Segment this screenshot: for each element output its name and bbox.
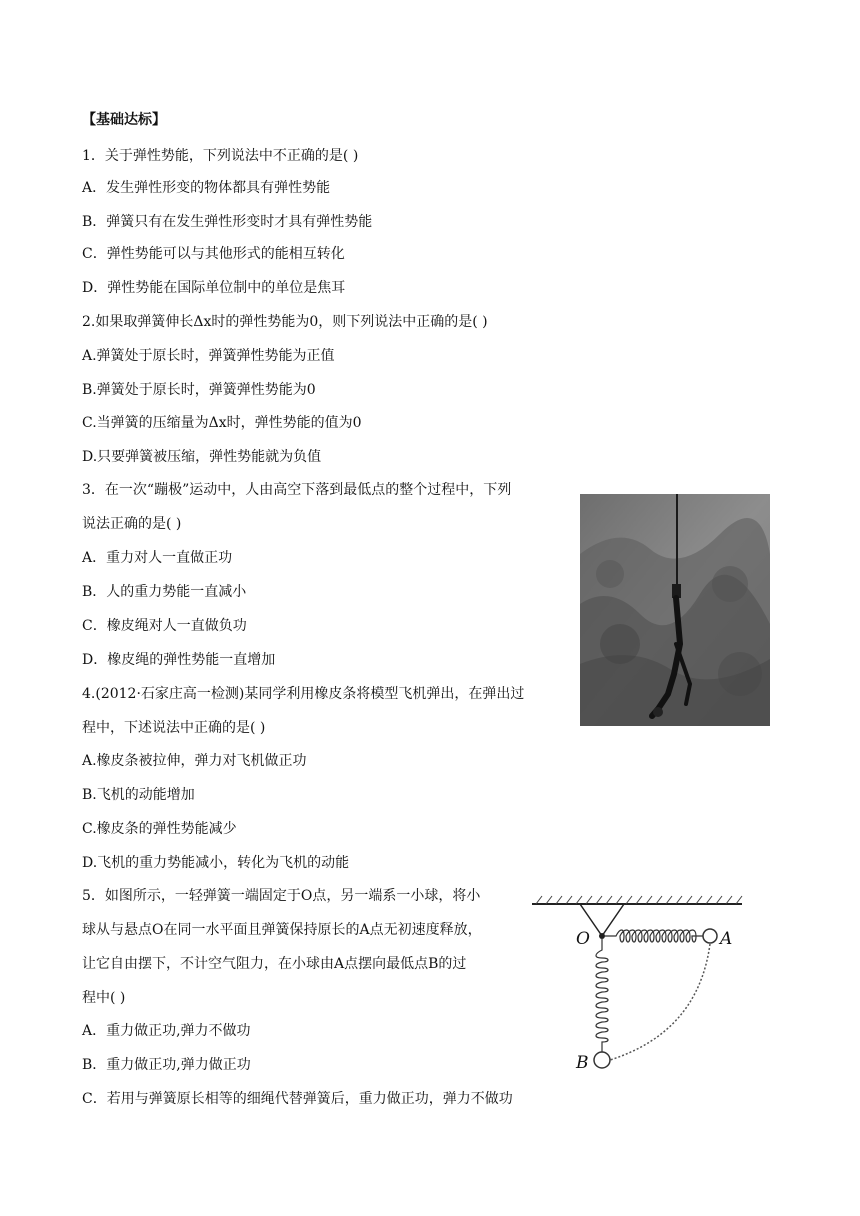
q5-stem-line-4: 程中( ) <box>82 990 126 1006</box>
q2-option-c: C.当弹簧的压缩量为Δx时，弹性势能的值为0 <box>82 415 362 431</box>
label-a: A <box>720 929 733 949</box>
q2-stem-line-1: 2.如果取弹簧伸长Δx时的弹性势能为0，则下列说法中正确的是( ) <box>82 314 488 330</box>
q4-option-b: B.飞机的动能增加 <box>82 787 195 803</box>
q3-stem-line-1: 3．在一次“蹦极”运动中，人由高空下落到最低点的整个过程中，下列 <box>82 482 512 498</box>
q5-option-c: C．若用与弹簧原长相等的细绳代替弹簧后，重力做正功，弹力不做功 <box>82 1091 513 1107</box>
q3-option-c: C．橡皮绳对人一直做负功 <box>82 618 247 634</box>
q2-option-b: B.弹簧处于原长时，弹簧弹性势能为0 <box>82 382 316 398</box>
q1-option-d: D．弹性势能在国际单位制中的单位是焦耳 <box>82 280 346 296</box>
q4-stem-line-1: 4.(2012·石家庄高一检测)某同学利用橡皮条将模型飞机弹出，在弹出过 <box>82 686 525 702</box>
label-o: O <box>576 929 590 949</box>
label-b: B <box>576 1053 589 1073</box>
q4-option-a: A.橡皮条被拉伸，弹力对飞机做正功 <box>82 753 307 769</box>
q5-option-b: B．重力做正功,弹力做正功 <box>82 1057 251 1073</box>
q1-option-a: A．发生弹性形变的物体都具有弹性势能 <box>82 180 331 196</box>
spring-pendulum-diagram <box>528 892 748 1082</box>
q1-option-c: C．弹性势能可以与其他形式的能相互转化 <box>82 246 345 262</box>
q3-stem-line-2: 说法正确的是( ) <box>82 516 182 532</box>
q4-option-d: D.飞机的重力势能减小，转化为飞机的动能 <box>82 855 350 871</box>
section-title: 【基础达标】 <box>82 112 166 128</box>
q3-option-d: D．橡皮绳的弹性势能一直增加 <box>82 652 276 668</box>
q4-option-c: C.橡皮条的弹性势能减少 <box>82 821 237 837</box>
q3-option-b: B．人的重力势能一直减小 <box>82 584 247 600</box>
q1-option-b: B．弹簧只有在发生弹性形变时才具有弹性势能 <box>82 214 373 230</box>
q2-option-d: D.只要弹簧被压缩，弹性势能就为负值 <box>82 449 322 465</box>
q5-stem-line-1: 5．如图所示，一轻弹簧一端固定于O点，另一端系一小球，将小 <box>82 888 481 904</box>
q3-option-a: A．重力对人一直做正功 <box>82 550 233 566</box>
q5-option-a: A．重力做正功,弹力不做功 <box>82 1023 251 1039</box>
bungee-photo <box>580 494 770 726</box>
q4-stem-line-2: 程中，下述说法中正确的是( ) <box>82 720 266 736</box>
q5-stem-line-3: 让它自由摆下，不计空气阻力，在小球由A点摆向最低点B的过 <box>82 956 467 972</box>
q5-stem-line-2: 球从与悬点O在同一水平面且弹簧保持原长的A点无初速度释放， <box>82 922 482 938</box>
q2-option-a: A.弹簧处于原长时，弹簧弹性势能为正值 <box>82 348 335 364</box>
q1-stem-line-1: 1．关于弹性势能，下列说法中不正确的是( ) <box>82 148 359 164</box>
